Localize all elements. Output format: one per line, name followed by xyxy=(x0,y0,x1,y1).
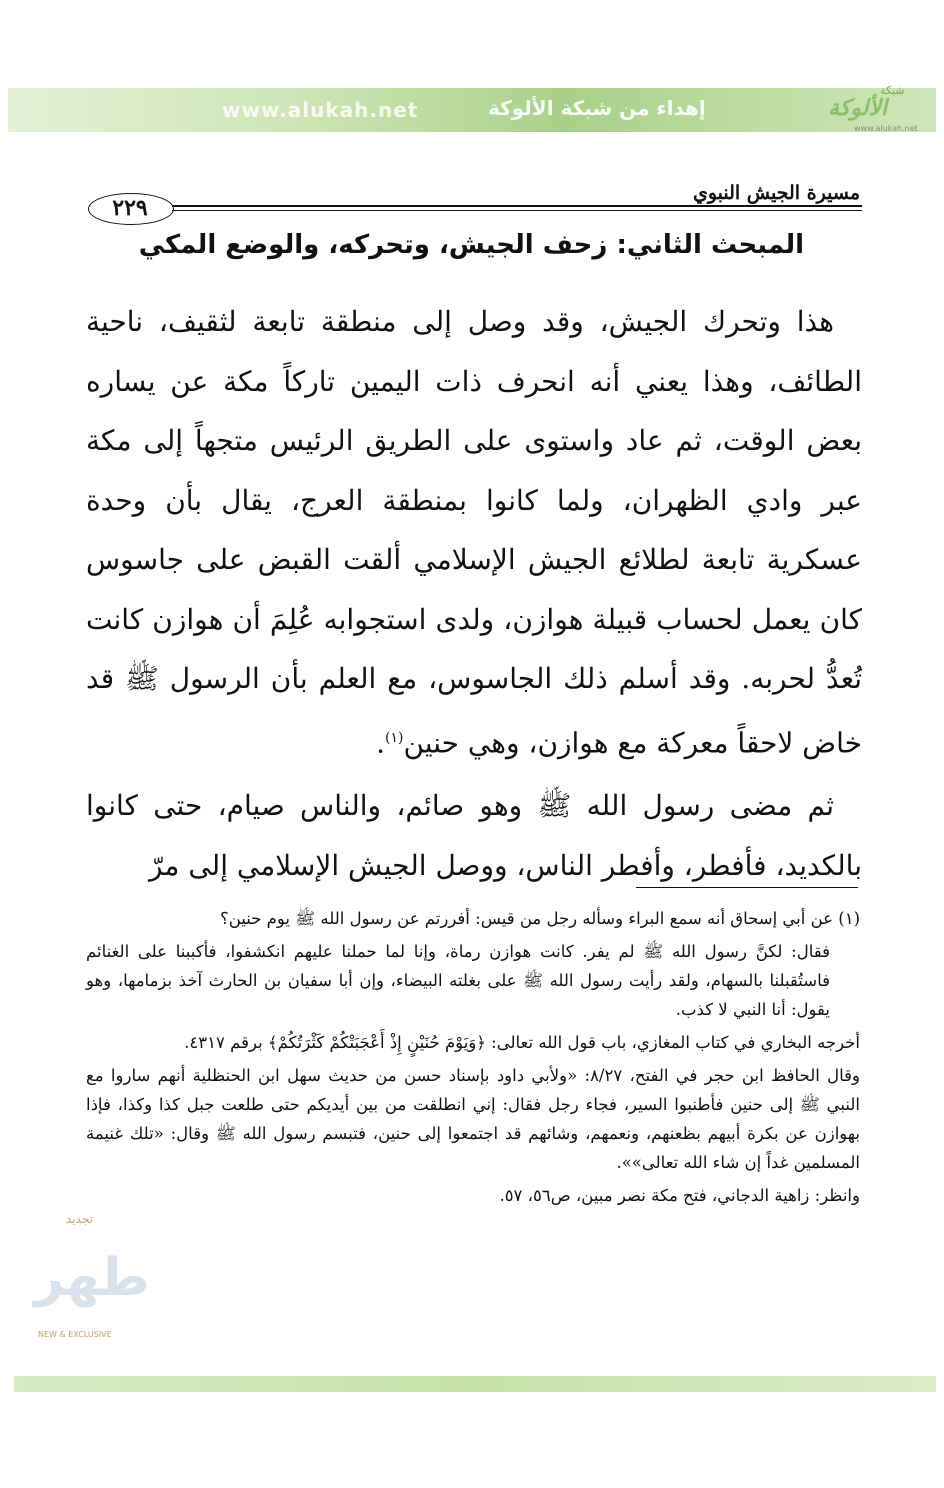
footnote-source: أخرجه البخاري في كتاب المغازي، باب قول الله تعالى: ﴿وَيَوْمَ حُنَيْنٍ إِذْ أَعْجَبَتْكُمْ كَثْرَتُكُمْ﴾ برقم ٤٣١٧. xyxy=(184,1033,860,1052)
footnote-rule xyxy=(636,887,858,888)
page-number: ٢٢٩ xyxy=(112,195,148,221)
site-logo: الألوكة xyxy=(828,96,887,121)
paragraph-1-end: . xyxy=(376,725,385,759)
logo-top-text: شبكة xyxy=(880,84,905,97)
watermark-logo: طهر xyxy=(34,1248,150,1308)
paragraph-2: ثم مضى رسول الله ﷺ وهو صائم، والناس صيام، حتى كانوا بالكديد، فأفطر، وأفطر الناس، ووصل الجيش الإسلامي إلى مرّ xyxy=(86,789,862,882)
paragraph-1-text: هذا وتحرك الجيش، وقد وصل إلى منطقة تابعة لثقيف، ناحية الطائف، وهذا يعني أنه انحرف ذات اليمين تاركاً مكة عن يساره بعض الوقت، ثم عاد واستوى على الطريق الرئيس متجهاً إلى مكة عبر وادي الظهران، ولما كانوا بمنطقة العرج، يقال بأن وحدة عسكرية تابعة لطلائع الجيش الإسلامي ألقت القبض على جاسوس كان يعمل لحساب قبيلة هوازن، ولدى استجوابه عُلِمَ أن هوازن كانت تُعدُّ لحربه. وقد أسلم ذلك الجاسوس، مع العلم بأن الرسول ﷺ قد خاض لاحقاً معركة مع هوازن، وهي حنين xyxy=(86,305,862,759)
header-rule-thin xyxy=(172,210,862,211)
footnotes xyxy=(86,904,860,1214)
watermark-sub: NEW & EXCLUSIVE xyxy=(38,1330,112,1339)
footnote-1: (١) عن أبي إسحاق أنه سمع البراء وسأله رجل من قيس: أفررتم عن رسول الله ﷺ يوم حنين؟ xyxy=(219,909,860,928)
banner-url: www.alukah.net xyxy=(222,98,419,122)
footnote-see-also: وانظر: زاهية الدجاني، فتح مكة نصر مبين، ص٥٦، ٥٧. xyxy=(499,1186,860,1205)
section-title: المبحث الثاني: زحف الجيش، وتحركه، والوضع المكي xyxy=(138,230,804,260)
running-title: مسيرة الجيش النبوي xyxy=(692,182,860,204)
logo-url: www.alukah.net xyxy=(854,124,918,133)
header-rule xyxy=(172,205,862,207)
bottom-bar xyxy=(14,1376,936,1392)
footnote-1-continued: فقال: لكنَّ رسول الله ﷺ لم يفر. كانت هوازن رماة، وإنا لما حملنا عليهم انكشفوا، فأكببنا على الغنائم فاستُقبلنا بالسهام، ولقد رأيت رسول الله ﷺ على بغلته البيضاء، وإن أبا سفيان بن الحارث آخذ بزمامها، وهو يقول: أنا النبي لا كذب. xyxy=(86,942,830,1019)
banner-text: إهداء من شبكة الألوكة xyxy=(488,96,706,120)
main-text xyxy=(86,292,862,895)
footnote-quote: وقال الحافظ ابن حجر في الفتح، ٨/٢٧: «ولأبي داود بإسناد حسن من حديث سهل ابن الحنظلية أنهم ساروا مع النبي ﷺ إلى حنين فأطنبوا السير، فجاء رجل فقال: إني انطلقت من بين أيديكم حتى طلعت جبل كذا وكذا، فإذا بهوازن عن بكرة أبيهم بظعنهم، ونعمهم، وشائهم قد اجتمعوا إلى حنين، فتبسم رسول الله ﷺ وقال: «تلك غنيمة المسلمين غداً إن شاء الله تعالى»». xyxy=(86,1066,860,1172)
top-banner xyxy=(8,88,936,132)
watermark-top: تجديد xyxy=(66,1212,94,1226)
footnote-ref: (١) xyxy=(384,729,404,746)
paragraph-1 xyxy=(86,292,862,772)
